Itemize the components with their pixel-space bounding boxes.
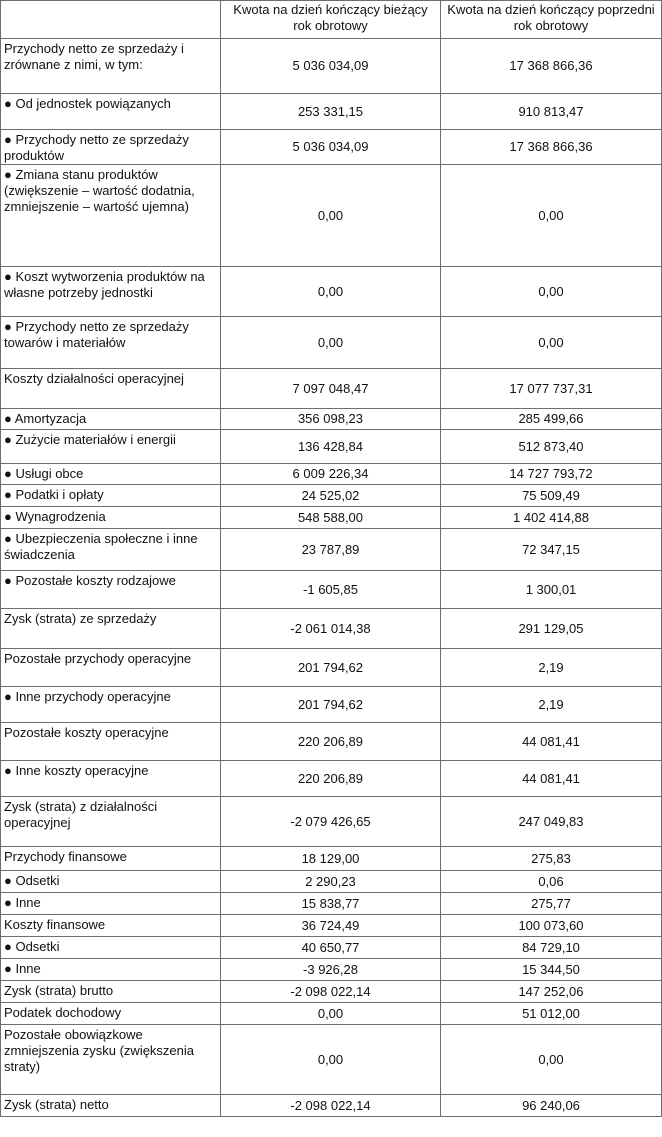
table-row: [1, 529, 662, 571]
row-label: ● Przychody netto ze sprzedaży towarów i materiałów: [1, 317, 221, 369]
header-previous-year: Kwota na dzień kończący poprzedni rok obrotowy: [441, 1, 662, 39]
previous-year-value: 247 049,83: [441, 797, 662, 847]
previous-year-value: 17 077 737,31: [441, 369, 662, 409]
previous-year-value: 51 012,00: [441, 1003, 662, 1025]
header-label-cell: [1, 1, 221, 39]
current-year-value: -2 061 014,38: [221, 609, 441, 649]
current-year-value: 23 787,89: [221, 529, 441, 571]
table-row: [1, 430, 662, 464]
current-year-value: -2 098 022,14: [221, 1095, 441, 1117]
row-label: Pozostałe obowiązkowe zmniejszenia zysku (zwiększenia straty): [1, 1025, 221, 1095]
table-row: [1, 723, 662, 761]
row-label: ● Przychody netto ze sprzedaży produktów: [1, 130, 221, 165]
row-label: ● Od jednostek powiązanych: [1, 94, 221, 130]
current-year-value: 5 036 034,09: [221, 130, 441, 165]
row-label: ● Ubezpieczenia społeczne i inne świadczenia: [1, 529, 221, 571]
previous-year-value: 285 499,66: [441, 409, 662, 430]
table-row: [1, 130, 662, 165]
current-year-value: 5 036 034,09: [221, 39, 441, 94]
row-label: ● Inne: [1, 893, 221, 915]
previous-year-value: 512 873,40: [441, 430, 662, 464]
row-label: Przychody netto ze sprzedaży i zrównane z nimi, w tym:: [1, 39, 221, 94]
current-year-value: 7 097 048,47: [221, 369, 441, 409]
previous-year-value: 17 368 866,36: [441, 130, 662, 165]
table-row: [1, 485, 662, 507]
current-year-value: 15 838,77: [221, 893, 441, 915]
previous-year-value: 0,00: [441, 165, 662, 267]
table-row: [1, 464, 662, 485]
table-row: [1, 1025, 662, 1095]
current-year-value: 40 650,77: [221, 937, 441, 959]
previous-year-value: 910 813,47: [441, 94, 662, 130]
current-year-value: -3 926,28: [221, 959, 441, 981]
current-year-value: 36 724,49: [221, 915, 441, 937]
table-row: [1, 409, 662, 430]
current-year-value: 0,00: [221, 1025, 441, 1095]
previous-year-value: 1 300,01: [441, 571, 662, 609]
table-row: [1, 981, 662, 1003]
table-row: [1, 317, 662, 369]
row-label: ● Inne przychody operacyjne: [1, 687, 221, 723]
previous-year-value: 44 081,41: [441, 723, 662, 761]
previous-year-value: 0,00: [441, 1025, 662, 1095]
row-label: Podatek dochodowy: [1, 1003, 221, 1025]
table-row: [1, 507, 662, 529]
current-year-value: 220 206,89: [221, 723, 441, 761]
previous-year-value: 15 344,50: [441, 959, 662, 981]
current-year-value: 0,00: [221, 1003, 441, 1025]
table-row: [1, 871, 662, 893]
table-row: [1, 1003, 662, 1025]
row-label: ● Usługi obce: [1, 464, 221, 485]
table-row: [1, 165, 662, 267]
row-label: Pozostałe koszty operacyjne: [1, 723, 221, 761]
previous-year-value: 0,06: [441, 871, 662, 893]
row-label: Pozostałe przychody operacyjne: [1, 649, 221, 687]
table-body: [1, 39, 662, 1117]
table-row: [1, 1095, 662, 1117]
table-row: [1, 609, 662, 649]
table-header-row: [1, 1, 662, 39]
previous-year-value: 291 129,05: [441, 609, 662, 649]
previous-year-value: 2,19: [441, 649, 662, 687]
current-year-value: 18 129,00: [221, 847, 441, 871]
current-year-value: 2 290,23: [221, 871, 441, 893]
previous-year-value: 147 252,06: [441, 981, 662, 1003]
previous-year-value: 72 347,15: [441, 529, 662, 571]
table-row: [1, 94, 662, 130]
row-label: ● Odsetki: [1, 937, 221, 959]
row-label: Zysk (strata) brutto: [1, 981, 221, 1003]
table-row: [1, 687, 662, 723]
row-label: ● Pozostałe koszty rodzajowe: [1, 571, 221, 609]
table-row: [1, 797, 662, 847]
previous-year-value: 2,19: [441, 687, 662, 723]
previous-year-value: 96 240,06: [441, 1095, 662, 1117]
table-row: [1, 847, 662, 871]
row-label: ● Inne koszty operacyjne: [1, 761, 221, 797]
current-year-value: 136 428,84: [221, 430, 441, 464]
current-year-value: 24 525,02: [221, 485, 441, 507]
previous-year-value: 14 727 793,72: [441, 464, 662, 485]
row-label: ● Inne: [1, 959, 221, 981]
row-label: ● Wynagrodzenia: [1, 507, 221, 529]
current-year-value: 253 331,15: [221, 94, 441, 130]
row-label: ● Amortyzacja: [1, 409, 221, 430]
previous-year-value: 275,83: [441, 847, 662, 871]
current-year-value: 220 206,89: [221, 761, 441, 797]
current-year-value: 548 588,00: [221, 507, 441, 529]
table-row: [1, 267, 662, 317]
current-year-value: 0,00: [221, 267, 441, 317]
current-year-value: 356 098,23: [221, 409, 441, 430]
current-year-value: -2 098 022,14: [221, 981, 441, 1003]
table-row: [1, 571, 662, 609]
previous-year-value: 100 073,60: [441, 915, 662, 937]
table-row: [1, 959, 662, 981]
row-label: ● Zużycie materiałów i energii: [1, 430, 221, 464]
header-current-year: Kwota na dzień kończący bieżący rok obrotowy: [221, 1, 441, 39]
row-label: Zysk (strata) netto: [1, 1095, 221, 1117]
row-label: Przychody finansowe: [1, 847, 221, 871]
previous-year-value: 275,77: [441, 893, 662, 915]
row-label: ● Odsetki: [1, 871, 221, 893]
previous-year-value: 0,00: [441, 317, 662, 369]
row-label: ● Koszt wytworzenia produktów na własne potrzeby jednostki: [1, 267, 221, 317]
current-year-value: -2 079 426,65: [221, 797, 441, 847]
current-year-value: 0,00: [221, 165, 441, 267]
previous-year-value: 75 509,49: [441, 485, 662, 507]
table-row: [1, 893, 662, 915]
current-year-value: 201 794,62: [221, 687, 441, 723]
current-year-value: -1 605,85: [221, 571, 441, 609]
row-label: Koszty finansowe: [1, 915, 221, 937]
table-row: [1, 937, 662, 959]
current-year-value: 6 009 226,34: [221, 464, 441, 485]
table-row: [1, 761, 662, 797]
previous-year-value: 84 729,10: [441, 937, 662, 959]
previous-year-value: 0,00: [441, 267, 662, 317]
table-row: [1, 39, 662, 94]
previous-year-value: 1 402 414,88: [441, 507, 662, 529]
row-label: Koszty działalności operacyjnej: [1, 369, 221, 409]
row-label: ● Podatki i opłaty: [1, 485, 221, 507]
table-row: [1, 649, 662, 687]
table-row: [1, 369, 662, 409]
previous-year-value: 17 368 866,36: [441, 39, 662, 94]
table-row: [1, 915, 662, 937]
row-label: ● Zmiana stanu produktów (zwiększenie – wartość dodatnia, zmniejszenie – wartość ujemna): [1, 165, 221, 267]
current-year-value: 0,00: [221, 317, 441, 369]
current-year-value: 201 794,62: [221, 649, 441, 687]
previous-year-value: 44 081,41: [441, 761, 662, 797]
row-label: Zysk (strata) z działalności operacyjnej: [1, 797, 221, 847]
row-label: Zysk (strata) ze sprzedaży: [1, 609, 221, 649]
